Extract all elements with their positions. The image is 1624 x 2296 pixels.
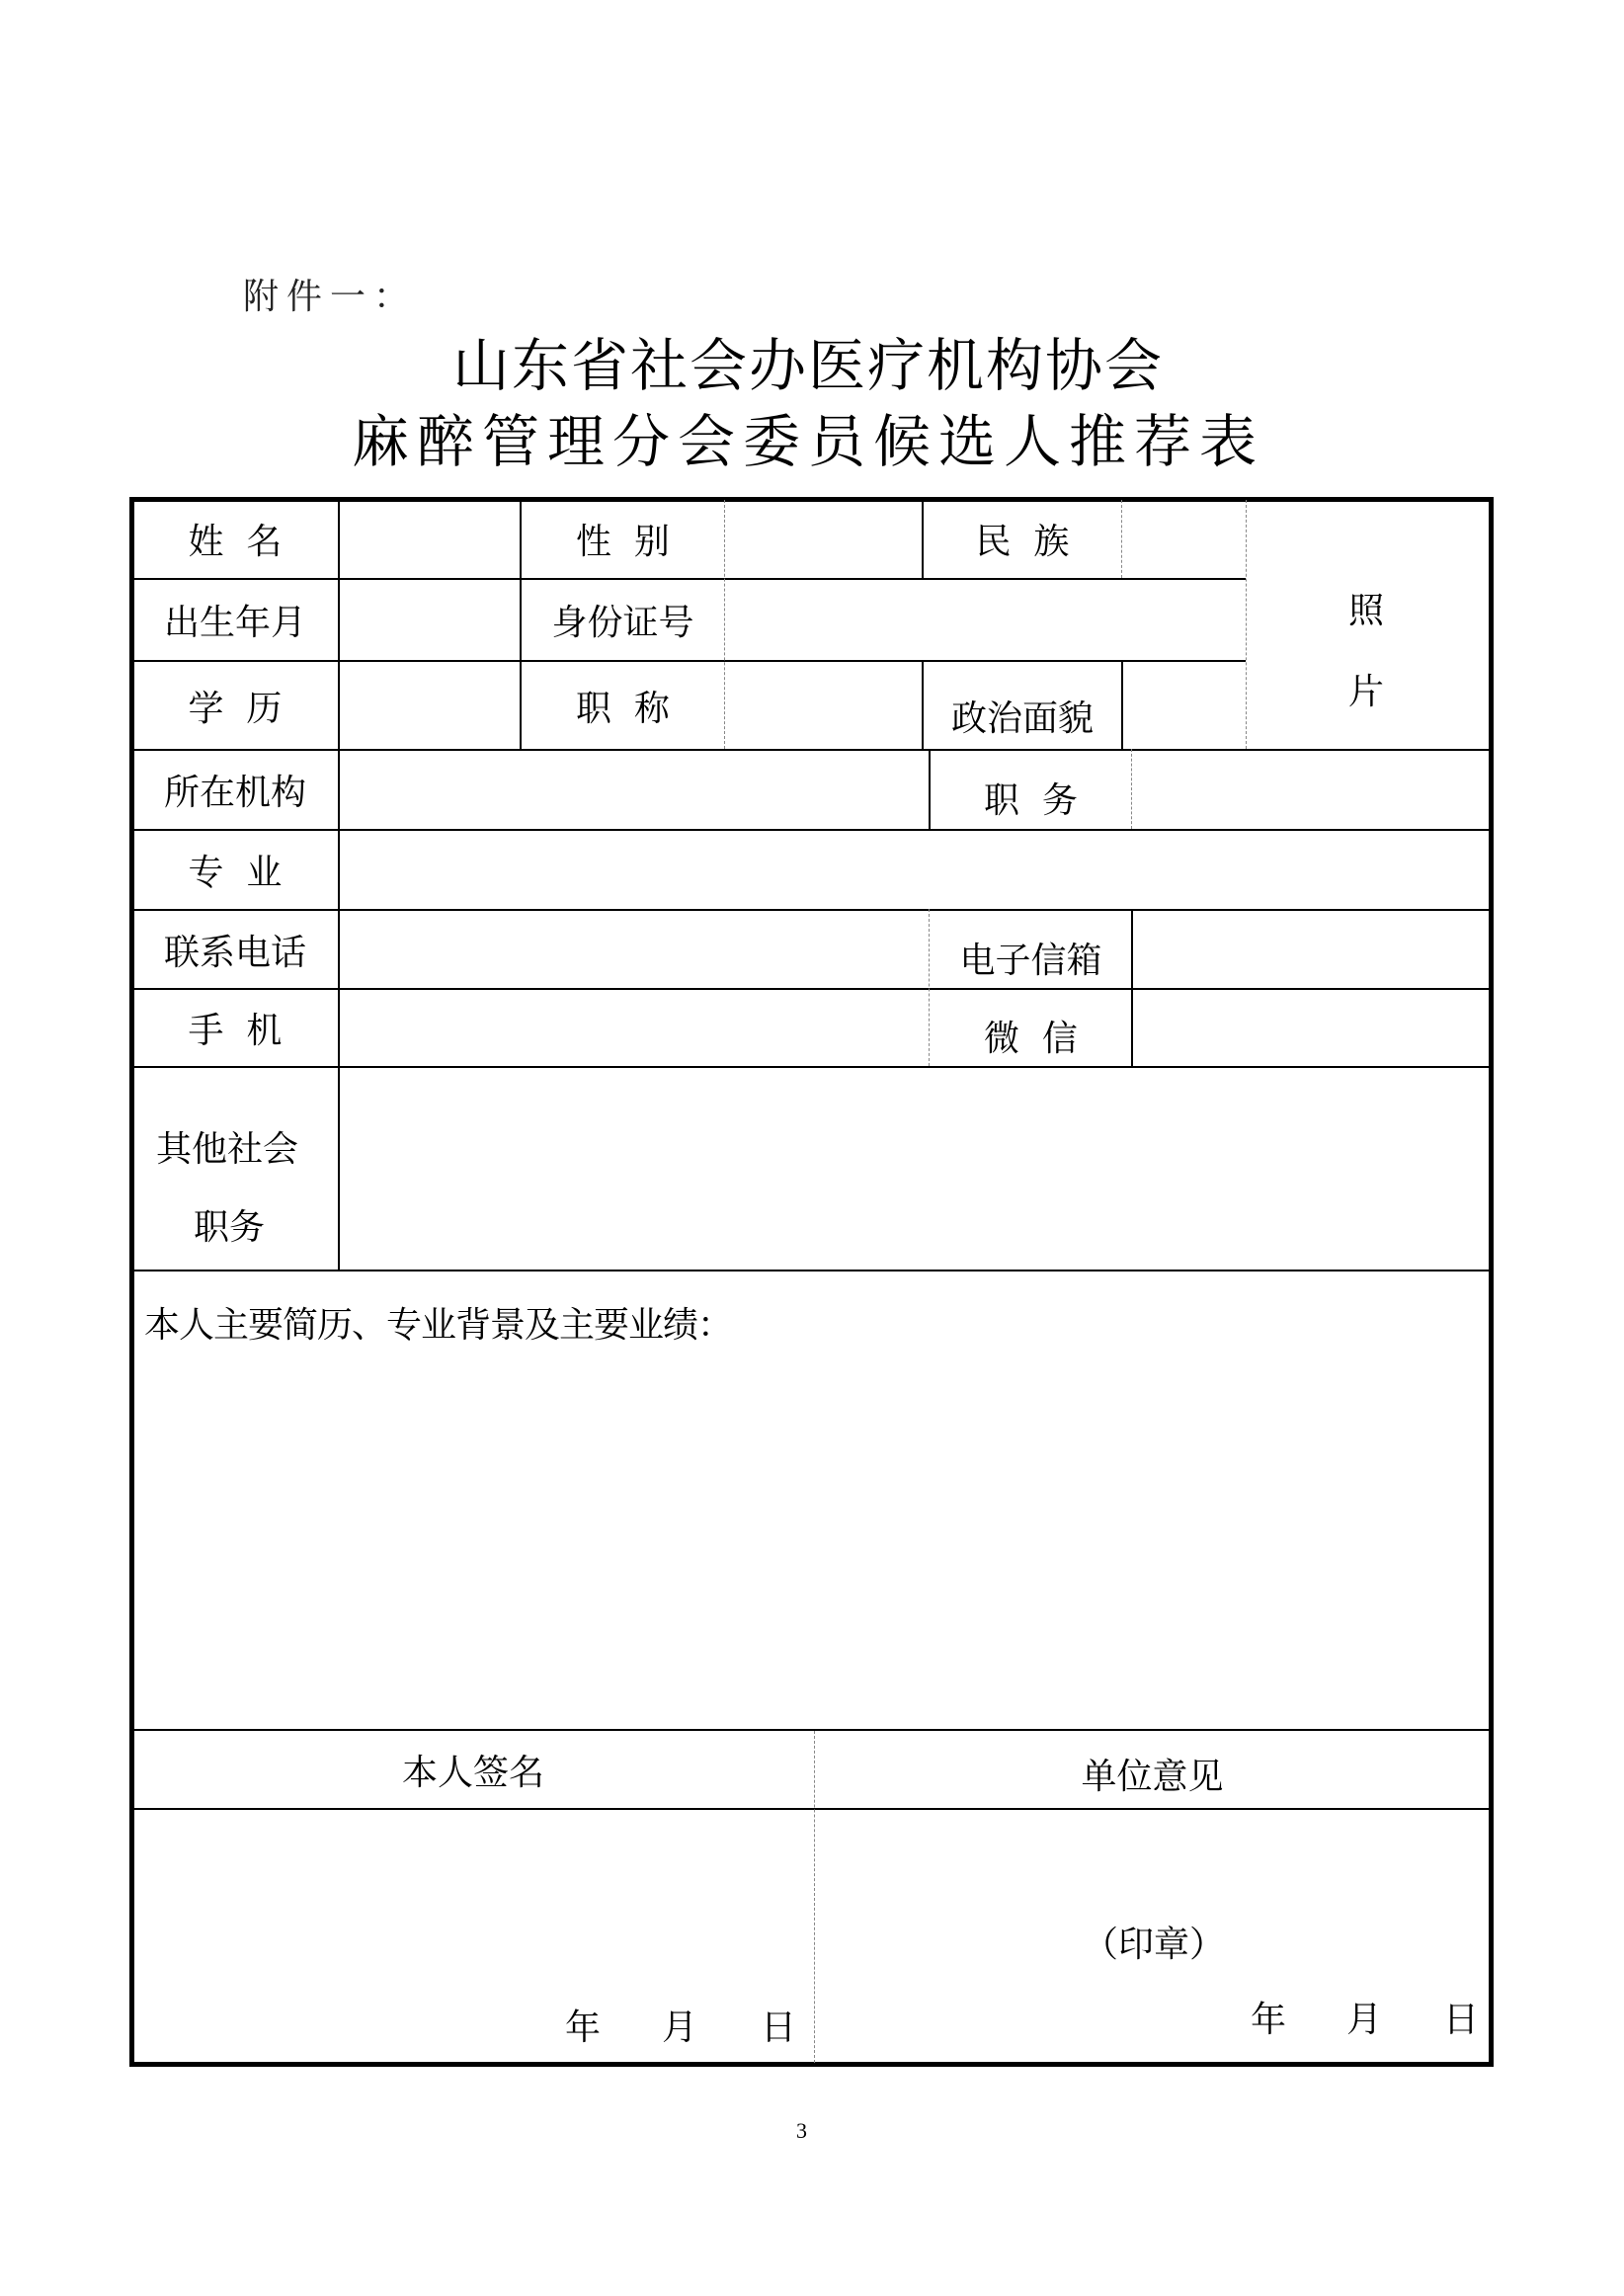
ethnicity-field[interactable]	[1123, 500, 1246, 578]
political-status-label: 政治面貌	[950, 697, 1094, 739]
birth-field[interactable]	[340, 580, 520, 660]
signature-date-year: 年	[565, 2008, 602, 2048]
unit-opinion-field[interactable]	[816, 1810, 1489, 2062]
gender-label: 性 别	[576, 522, 670, 562]
col-line	[724, 500, 725, 749]
other-roles-field[interactable]	[340, 1068, 1489, 1270]
col-line	[1131, 749, 1132, 829]
table-right-border	[1489, 497, 1494, 2067]
specialty-field[interactable]	[340, 831, 1489, 909]
name-field[interactable]	[340, 500, 520, 578]
specialty-label: 专 业	[188, 853, 283, 893]
gender-field[interactable]	[726, 500, 922, 578]
col-line	[929, 909, 930, 1066]
email-field[interactable]	[1133, 911, 1489, 988]
col-line	[1121, 500, 1122, 578]
phone-field[interactable]	[340, 911, 929, 988]
political-status-field[interactable]	[1123, 662, 1246, 749]
signature-label: 本人签名	[401, 1752, 544, 1793]
ethnicity-label: 民 族	[975, 522, 1070, 562]
professional-title-label: 职 称	[576, 688, 670, 729]
unit-date-day: 日	[1443, 2000, 1480, 2040]
institution-label: 所在机构	[163, 773, 306, 813]
photo-label-1: 照	[1348, 591, 1385, 631]
signature-split-line	[814, 1731, 815, 2063]
unit-date-year: 年	[1251, 2000, 1287, 2040]
wechat-label: 微 信	[984, 1019, 1078, 1059]
unit-opinion-label: 单位意见	[1081, 1756, 1224, 1797]
other-roles-label-line-2: 职务	[194, 1207, 266, 1248]
id-number-field[interactable]	[726, 580, 1246, 660]
id-number-label: 身份证号	[551, 603, 694, 643]
mobile-field[interactable]	[340, 990, 929, 1066]
phone-label: 联系电话	[163, 932, 306, 973]
signature-field[interactable]	[132, 1810, 814, 2062]
education-label: 学 历	[188, 688, 283, 729]
resume-label: 本人主要简历、专业背景及主要业绩：	[144, 1305, 733, 1346]
page-number: 3	[796, 2118, 807, 2143]
attachment-label: 附件一：	[243, 277, 418, 317]
resume-field[interactable]	[132, 1271, 1489, 1729]
email-label: 电子信箱	[959, 940, 1102, 981]
unit-date-month: 月	[1346, 2000, 1383, 2040]
signature-date-month: 月	[662, 2008, 698, 2048]
photo-col-line	[1246, 500, 1247, 749]
position-label: 职 务	[984, 780, 1078, 821]
page-title-line-2: 麻醉管理分会委员候选人推荐表	[351, 408, 1264, 475]
seal-label: （印章）	[1083, 1925, 1226, 1965]
name-label: 姓 名	[188, 522, 283, 562]
birth-label: 出生年月	[163, 603, 306, 643]
other-roles-label-line-1: 其他社会	[156, 1129, 299, 1170]
photo-box[interactable]	[1248, 500, 1489, 749]
photo-label-2: 片	[1348, 672, 1385, 712]
institution-field[interactable]	[340, 751, 929, 829]
education-field[interactable]	[340, 662, 520, 749]
mobile-label: 手 机	[188, 1011, 283, 1051]
signature-date-day: 日	[761, 2008, 797, 2048]
table-bottom-border	[129, 2062, 1494, 2067]
position-field[interactable]	[1133, 751, 1489, 829]
page-title-line-1: 山东省社会办医疗机构协会	[451, 332, 1164, 399]
wechat-field[interactable]	[1133, 990, 1489, 1066]
professional-title-field[interactable]	[726, 662, 922, 749]
